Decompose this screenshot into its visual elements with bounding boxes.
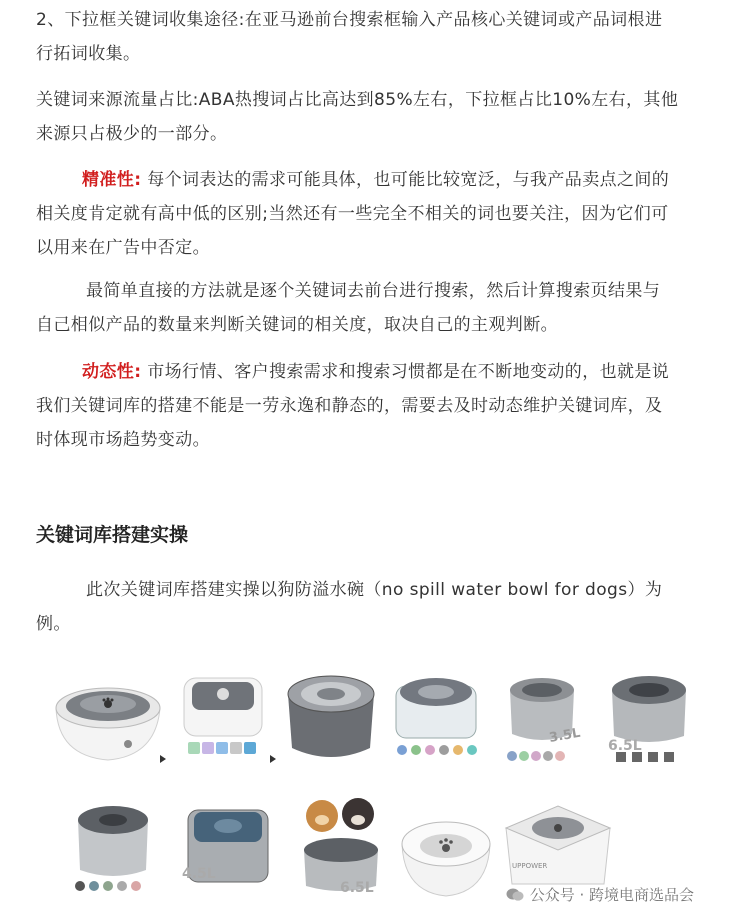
capacity-label: 3.5L xyxy=(548,725,582,746)
paragraph-dynamics xyxy=(36,355,716,457)
capacity-label: 6.5L xyxy=(340,880,374,896)
wechat-icon xyxy=(506,888,524,902)
product-image-steel-gray-lid[interactable] xyxy=(68,798,158,896)
text-line: 相关度肯定就有高中低的区别;当然还有一些完全不相关的词也要关注，因为它们可 xyxy=(36,204,669,224)
product-image-dogs-bowl[interactable] xyxy=(296,794,386,898)
product-image-uppower-bowl[interactable] xyxy=(498,798,618,898)
text-line: 行拓词收集。 xyxy=(36,44,141,64)
paragraph-method xyxy=(36,274,716,342)
play-arrow-icon xyxy=(270,755,276,763)
text-line: 此次关键词库搭建实操以狗防溢水碗（no spill water bowl for dogs）为 xyxy=(86,580,663,600)
paragraph-collection-path xyxy=(36,3,716,71)
play-arrow-icon xyxy=(160,755,166,763)
paragraph-accuracy xyxy=(36,163,716,265)
text-line: 自己相似产品的数量来判断关键词的相关度，取决自己的主观判断。 xyxy=(36,315,558,335)
text-line: 例。 xyxy=(36,614,71,634)
dynamics-label: 动态性: xyxy=(82,362,142,382)
text-line: 来源只占极少的一部分。 xyxy=(36,124,228,144)
product-image-steel-4-5l[interactable] xyxy=(180,798,276,898)
paragraph-traffic-share xyxy=(36,83,716,151)
product-image-clear-bowl[interactable] xyxy=(390,670,482,766)
capacity-label: 4.5L xyxy=(182,866,216,882)
section-heading: 关键词库搭建实操 xyxy=(36,524,189,546)
watermark xyxy=(506,884,694,905)
accuracy-label: 精准性: xyxy=(82,170,142,190)
product-image-square-bowl[interactable] xyxy=(178,672,268,768)
text-line: 时体现市场趋势变动。 xyxy=(36,430,210,450)
capacity-label: 6.5L xyxy=(608,738,642,754)
text-line: 每个词表达的需求可能具体，也可能比较宽泛，与我产品卖点之间的 xyxy=(141,170,670,190)
text-line: 最简单直接的方法就是逐个关键词去前台进行搜索，然后计算搜索页结果与 xyxy=(86,281,661,301)
text-line: 关键词来源流量占比:ABA热搜词占比高达到85%左右，下拉框占比10%左右，其他 xyxy=(36,90,679,110)
text-line: 市场行情、客户搜索需求和搜索习惯都是在不断地变动的，也就是说 xyxy=(141,362,670,382)
product-image-drum-bowl[interactable] xyxy=(282,668,380,768)
paragraph-example xyxy=(36,573,716,641)
text-line: 我们关键词库的搭建不能是一劳永逸和静态的，需要去及时动态维护关键词库，及 xyxy=(36,396,663,416)
text-line: 以用来在广告中否定。 xyxy=(36,238,210,258)
product-image-paw-bowl[interactable] xyxy=(396,806,496,900)
product-image-steel-6-5l[interactable] xyxy=(604,670,694,770)
brand-label: UPPOWER xyxy=(512,862,548,870)
text-line: 2、下拉框关键词收集途径:在亚马逊前台搜索框输入产品核心关键词或产品词根进 xyxy=(36,10,663,30)
watermark-text: 公众号 · 跨境电商选品会 xyxy=(529,886,694,904)
product-image-steel-3-5l[interactable] xyxy=(502,672,582,768)
product-image-white-bowl[interactable] xyxy=(48,668,168,768)
